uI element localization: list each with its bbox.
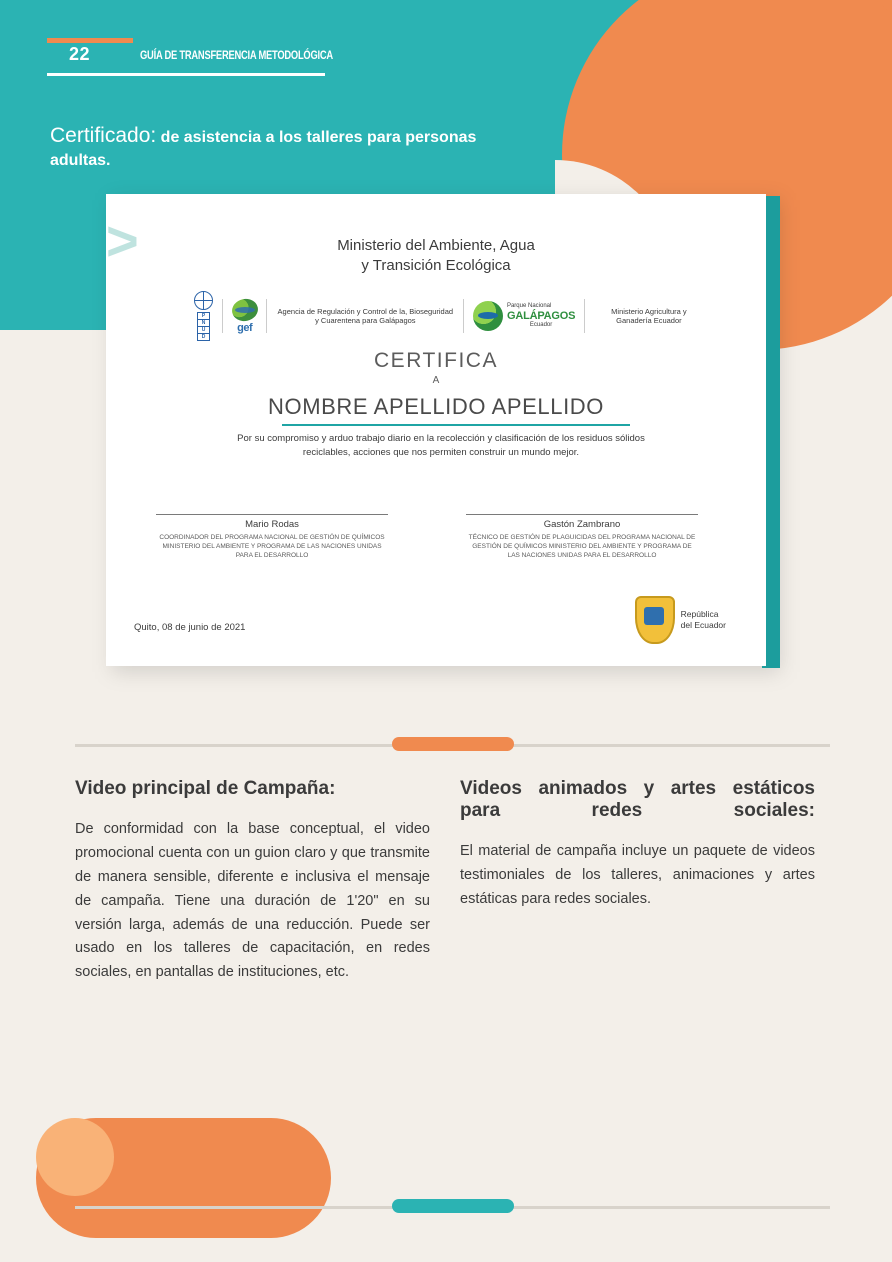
certificate-card: [106, 194, 766, 666]
recipient-name: NOMBRE APELLIDO APELLIDO: [268, 394, 604, 419]
certificate-date: Quito, 08 de junio de 2021: [134, 622, 246, 633]
agencia-logo: [276, 296, 454, 336]
certificate-body-text: Por su compromiso y arduo trabajo diario en la recolección y clasificación de los residuos sólidos reciclables, acciones que nos permiten construir un mundo mejor.: [237, 433, 645, 459]
ministry-line-2: y Transición Ecológica: [361, 257, 511, 275]
footer-divider-pill: [392, 1199, 514, 1213]
logo-divider: [222, 299, 223, 333]
pnud-letter: N: [198, 320, 209, 327]
intro-text: [50, 122, 530, 172]
gef-label: gef: [237, 321, 253, 334]
logo-divider: [584, 299, 585, 333]
page-number: 22: [69, 44, 91, 64]
certificate-ministry: [106, 236, 766, 277]
turtle-globe-icon: [473, 301, 503, 331]
galapagos-line-1: Parque Nacional: [506, 303, 552, 310]
guide-title: GUÍA DE TRANSFERENCIA METODOLÓGICA: [140, 48, 333, 62]
chevron-right-icon: >: [106, 209, 139, 272]
signature-role: TÉCNICO DE GESTIÓN DE PLAGUICIDAS DEL PROGRAMA NACIONAL DE GESTIÓN DE QUÍMICOS MINISTERIO DEL AMBIENTE Y PROGRAMA DE LAS NACIONES UNIDAS PARA EL DESARROLLO: [468, 534, 696, 560]
certifica-heading: CERTIFICA: [374, 349, 498, 372]
ministry-line-1: Ministerio del Ambiente, Agua: [337, 237, 535, 254]
ministerio-agricultura-label: Ministerio Agricultura y Ganadería Ecuador: [611, 306, 687, 325]
ministerio-agricultura-logo: [594, 296, 704, 336]
signature-block: [466, 514, 698, 560]
header-accent-bar: [47, 38, 133, 43]
column-heading: Video principal de Campaña:: [75, 778, 336, 799]
pnud-letter: U: [198, 327, 209, 334]
galapagos-line-3: Ecuador: [529, 322, 553, 329]
recipient-underline: [282, 424, 630, 426]
signature-role: COORDINADOR DEL PROGRAMA NACIONAL DE GESTIÓN DE QUÍMICOS MINISTERIO DEL AMBIENTE Y PROGRAMA DE LAS NACIONES UNIDAS PARA EL DESARROLLO: [159, 534, 385, 560]
gef-logo: [232, 296, 258, 336]
parque-nacional-galapagos-logo: [473, 296, 575, 336]
intro-lead: Certificado:: [50, 124, 157, 147]
pnud-letter: P: [198, 313, 209, 320]
column-body: El material de campaña incluye un paquete de videos testimoniales de los talleres, animaciones y artes estáticas para redes sociales.: [460, 842, 815, 907]
column-video-principal: [75, 778, 430, 985]
logo-divider: [463, 299, 464, 333]
agencia-label: Agencia de Regulación y Control de la, Bioseguridad y Cuarentena para Galápagos: [277, 306, 454, 325]
galapagos-line-2: GALÁPAGOS: [506, 309, 576, 322]
section-divider-pill: [392, 737, 514, 751]
page-header: [47, 38, 333, 76]
shield-icon: [635, 596, 675, 644]
column-body: De conformidad con la base conceptual, el video promocional cuenta con un guion claro y que transmite de manera sensible, diferente e inclusiva el mensaje de campaña. Tiene una duración de 1'20" en su versión larga, además de una reducción. Puede ser usado en los talleres de capacitación, en redes sociales, en pantallas de instituciones, etc.: [75, 820, 430, 981]
certifica-a: A: [432, 375, 440, 386]
logo-divider: [266, 299, 267, 333]
signature-line: [466, 514, 698, 515]
signature-name: Gastón Zambrano: [543, 519, 621, 530]
signature-line: [156, 514, 388, 515]
republica-del-ecuador-seal: [635, 596, 726, 644]
seal-line-1: República: [680, 609, 719, 620]
globe-icon: [230, 296, 260, 323]
column-videos-animados: [460, 778, 815, 985]
column-heading: Videos animados y artes estáticos para redes sociales:: [460, 778, 815, 821]
signature-name: Mario Rodas: [245, 519, 299, 530]
seal-line-2: del Ecuador: [680, 620, 726, 630]
intro-rest: de asistencia a los talleres para personas adultas.: [50, 129, 477, 170]
certificate-logo-row: [194, 296, 704, 340]
bottom-orange-circle: [36, 1118, 114, 1196]
globe-icon: [194, 291, 213, 310]
pnud-letter: D: [201, 334, 206, 340]
signature-block: [156, 514, 388, 560]
two-column-section: [75, 778, 835, 985]
pnud-logo: [194, 296, 213, 340]
header-rule: [47, 73, 325, 76]
